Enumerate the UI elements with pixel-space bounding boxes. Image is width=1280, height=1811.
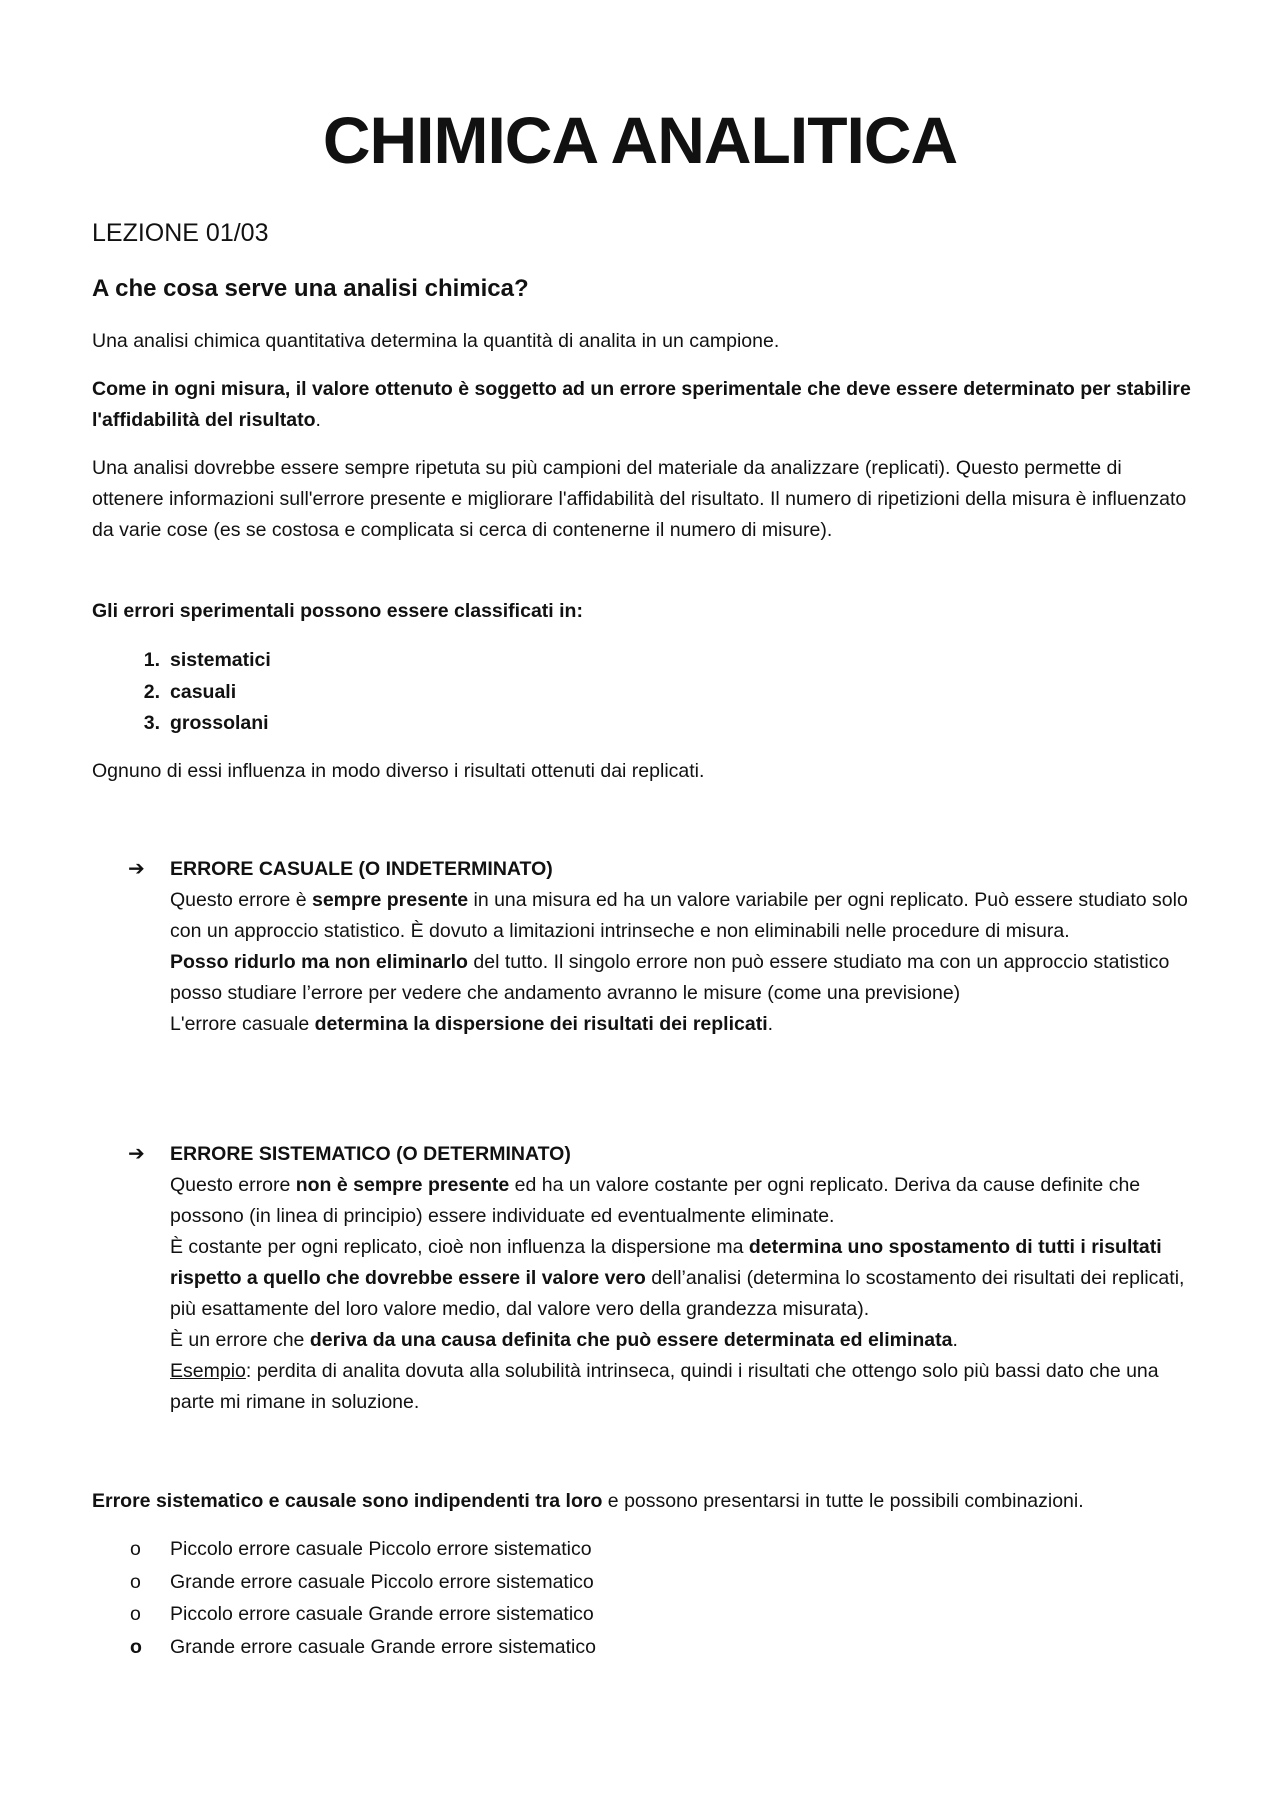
document-title: CHIMICA ANALITICA bbox=[322, 103, 958, 177]
systematic-error-heading: ERRORE SISTEMATICO (O DETERMINATO) bbox=[170, 1143, 571, 1165]
casual-sentence-1: Questo errore è sempre presente in una misura ed ha un valore variabile per ogni replicato. Può essere studiato solo con un approccio statistico. È dovuto a limitazioni intrinseche e non eliminabili nelle procedure di misura. bbox=[170, 889, 1188, 942]
arrow-right-icon: ➔ bbox=[128, 858, 145, 880]
bold-text: Come in ogni misura, il valore ottenuto è soggetto ad un errore sperimentale che deve essere determinato per stabilire l'affidabilità del risultato bbox=[92, 378, 1191, 431]
systematic-error-section bbox=[128, 1139, 1198, 1418]
paragraph-error-importance: Come in ogni misura, il valore ottenuto è soggetto ad un errore sperimentale che deve essere determinato per stabilire l'affidabilità del risultato. bbox=[92, 378, 1191, 431]
casual-sentence-2: Posso ridurlo ma non eliminarlo del tutto. Il singolo errore non può essere studiato ma con un approccio statistico posso studiare l’errore per vedere che andamento avranno le misure (come una previsione) bbox=[170, 951, 1170, 1004]
systematic-error-body bbox=[170, 1170, 1198, 1418]
section-heading: A che cosa serve una analisi chimica? bbox=[92, 275, 529, 302]
document-page: CHIMICA ANALITICA LEZIONE 01/03 A che cosa serve una analisi chimica? Una analisi chimica quantitativa determina la quantità di analita in un campione. Come in ogni misura, il valore ottenuto è soggetto ad un errore sperimentale che deve essere determinato per stabilire l'affidabilità del risultato. Una analisi dovrebbe essere sempre ripetuta su più campioni del materiale da analizzare (replicati). Questo permette di ottenere informazioni sull'errore presente e migliorare l'affidabilità del risultato. Il numero di ripetizioni della misura è influenzato da varie cose (es se costosa e complicata si cerca di contenerne il numero di misure). Gli errori sperimentali possono essere classificati in: 1. sistematici 2. casuali 3. grossolani Ognuno di essi influenza in modo diverso i risultati ottenuti dai replicati. ➔ ERRORE CASUALE (O INDETERMINATO) Questo errore è sempre presente in una misura ed ha un valore variabile per ogni replicato. Può essere studiato solo con un approccio statistico. È dovuto a limitazioni intrinseche e non eliminabili nelle procedure di misura. Posso ridurlo ma non eliminarlo del tutto. Il singolo errore non può essere studiato ma con un approccio statistico posso studiare l’errore per vedere che andamento avranno le misure (come una previsione) L'errore casuale determina la dispersione dei risultati dei replicati. ➔ ERRORE SISTEMATICO (O DETERMINATO) Questo errore non è sempre presente ed ha un valore costante per ogni replicato. Deriva da cause definite che possono (in linea di principio) essere individuate ed eventualmente eliminate. È costante per ogni replicato, cioè non influenza la dispersione ma determina uno spostamento di tutti i risultati rispetto a quello che dovrebbe essere il valore vero dell’analisi (determina lo scostamento dei risultati dei replicati, più esattamente del loro valore medio, dal valore vero della grandezza misurata). È un errore che deriva da una causa definita che può essere determinata ed eliminata. Esempio: perdita di analita dovuta alla solubilità intrinseca, quindi i risultati che ottengo solo più bassi dato che una parte mi rimane in soluzione. Errore sistematico e causale sono indipendenti tra loro e possono presentarsi in tutte le possibili combinazioni. o Piccolo errore casuale Piccolo errore sistematico o Grande errore casuale Piccolo errore sistematico o Piccolo errore casuale Grande errore sistematico o Grande errore casuale Grande errore sistematico bbox=[0, 0, 1280, 1811]
casual-error-section bbox=[128, 854, 1198, 1040]
example-label: Esempio bbox=[170, 1360, 246, 1382]
bullet-icon: o bbox=[130, 1538, 141, 1560]
casual-sentence-3: L'errore casuale determina la dispersione dei risultati dei replicati. bbox=[170, 1013, 774, 1035]
casual-error-body bbox=[170, 885, 1198, 1040]
bullet-icon: o bbox=[130, 1570, 141, 1593]
arrow-right-icon: ➔ bbox=[128, 1143, 145, 1165]
paragraph-independence: Errore sistematico e causale sono indipendenti tra loro e possono presentarsi in tutte le possibili combinazioni. bbox=[92, 1490, 1084, 1512]
lesson-label: LEZIONE 01/03 bbox=[92, 219, 269, 247]
systematic-sentence-1: Questo errore non è sempre presente ed ha un valore costante per ogni replicato. Deriva da cause definite che possono (in linea di principio) essere individuate ed eventualmente eliminate. bbox=[170, 1174, 1141, 1227]
paragraph-replicates: Una analisi dovrebbe essere sempre ripetuta su più campioni del materiale da analizzare (replicati). Questo permette di ottenere informazioni sull'errore presente e migliorare l'affidabilità del risultato. Il numero di ripetizioni della misura è influenzato da varie cose (es se costosa e complicata si cerca di contenerne il numero di misure). bbox=[92, 457, 1187, 541]
paragraph-definition: Una analisi chimica quantitativa determina la quantità di analita in un campione. bbox=[92, 330, 780, 352]
bullet-icon: o bbox=[130, 1635, 142, 1658]
systematic-example: Esempio: perdita di analita dovuta alla solubilità intrinseca, quindi i risultati che ottengo solo più bassi dato che una parte mi rimane in soluzione. bbox=[170, 1360, 1159, 1413]
systematic-sentence-3: È un errore che deriva da una causa definita che può essere determinata ed eliminata. bbox=[170, 1329, 958, 1351]
paragraph-influence: Ognuno di essi influenza in modo diverso i risultati ottenuti dai replicati. bbox=[92, 760, 705, 782]
classification-intro: Gli errori sperimentali possono essere classificati in: bbox=[92, 600, 583, 622]
systematic-sentence-2: È costante per ogni replicato, cioè non influenza la dispersione ma determina uno spostamento di tutti i risultati rispetto a quello che dovrebbe essere il valore vero dell’analisi (determina lo scostamento dei risultati dei replicati, più esattamente del loro valore medio, dal valore vero della grandezza misurata). bbox=[170, 1236, 1185, 1320]
bullet-icon: o bbox=[130, 1603, 141, 1625]
casual-error-heading: ERRORE CASUALE (O INDETERMINATO) bbox=[170, 858, 553, 880]
